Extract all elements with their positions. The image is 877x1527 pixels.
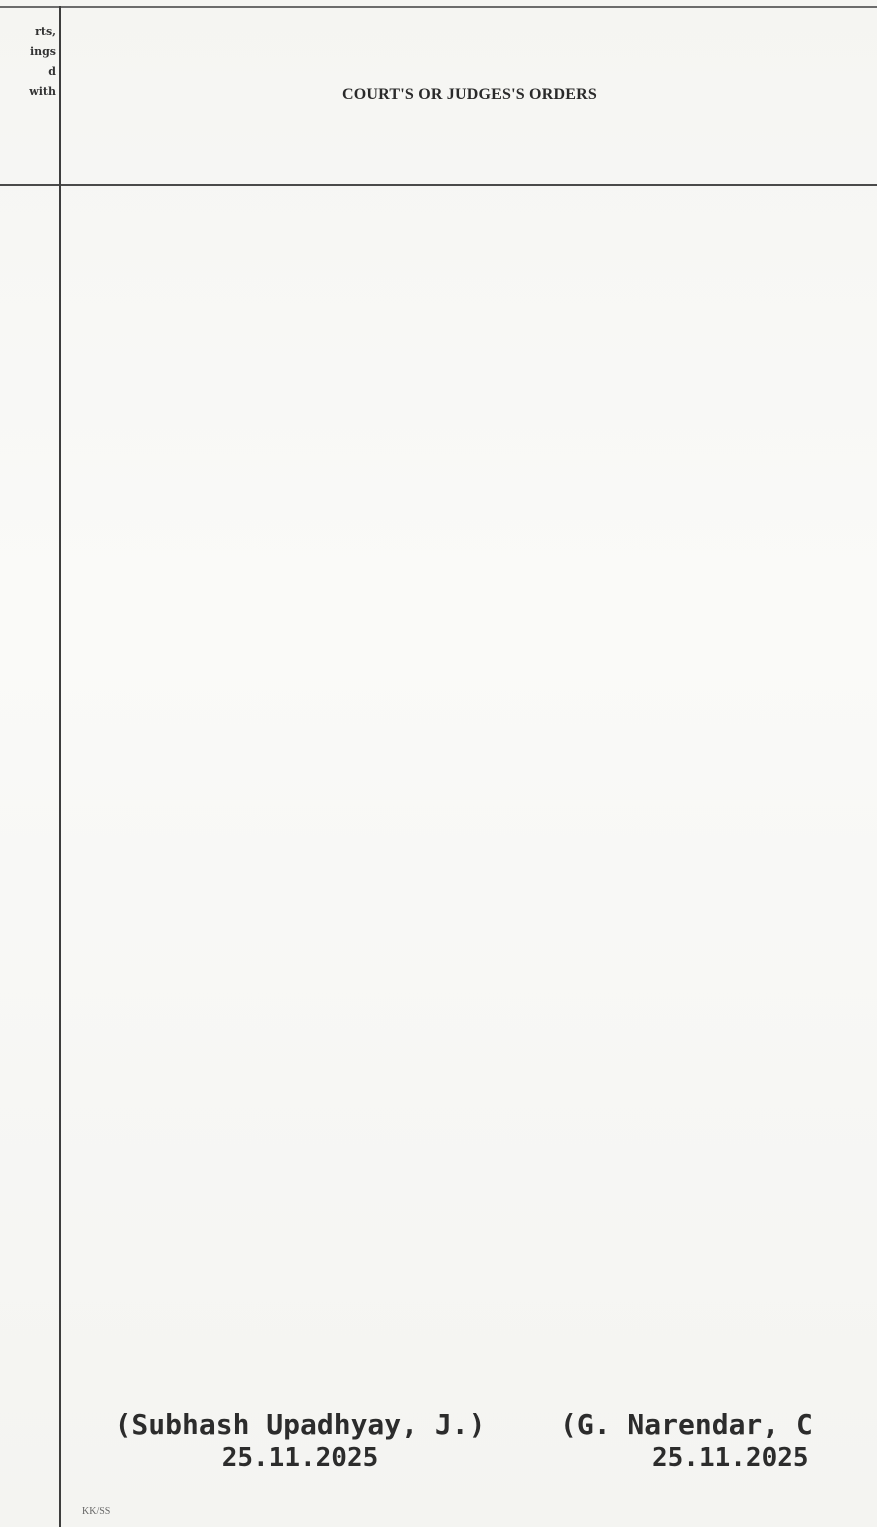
- left-header-fragment: ings: [29, 45, 56, 58]
- signature-block-1: [80, 1408, 520, 1473]
- typist-initials: KK/SS: [82, 1506, 111, 1517]
- signature-date: 25.11.2025: [652, 1443, 809, 1473]
- table-header-rule: [0, 184, 877, 186]
- left-header-fragment: with: [29, 85, 56, 98]
- signature-date: 25.11.2025: [221, 1443, 379, 1473]
- column-header: COURT'S OR JUDGES'S ORDERS: [342, 86, 597, 103]
- signature-block-2: [560, 1408, 877, 1473]
- signatory-name: (Subhash Upadhyay, J.): [114, 1408, 486, 1441]
- signatory-name: (G. Narendar, C: [560, 1408, 813, 1441]
- left-header-fragment: d: [48, 65, 56, 78]
- table-column-divider: [59, 6, 61, 1527]
- left-header-fragment: rts,: [35, 25, 56, 38]
- table-top-rule: [0, 6, 877, 8]
- left-column-header: [0, 22, 56, 102]
